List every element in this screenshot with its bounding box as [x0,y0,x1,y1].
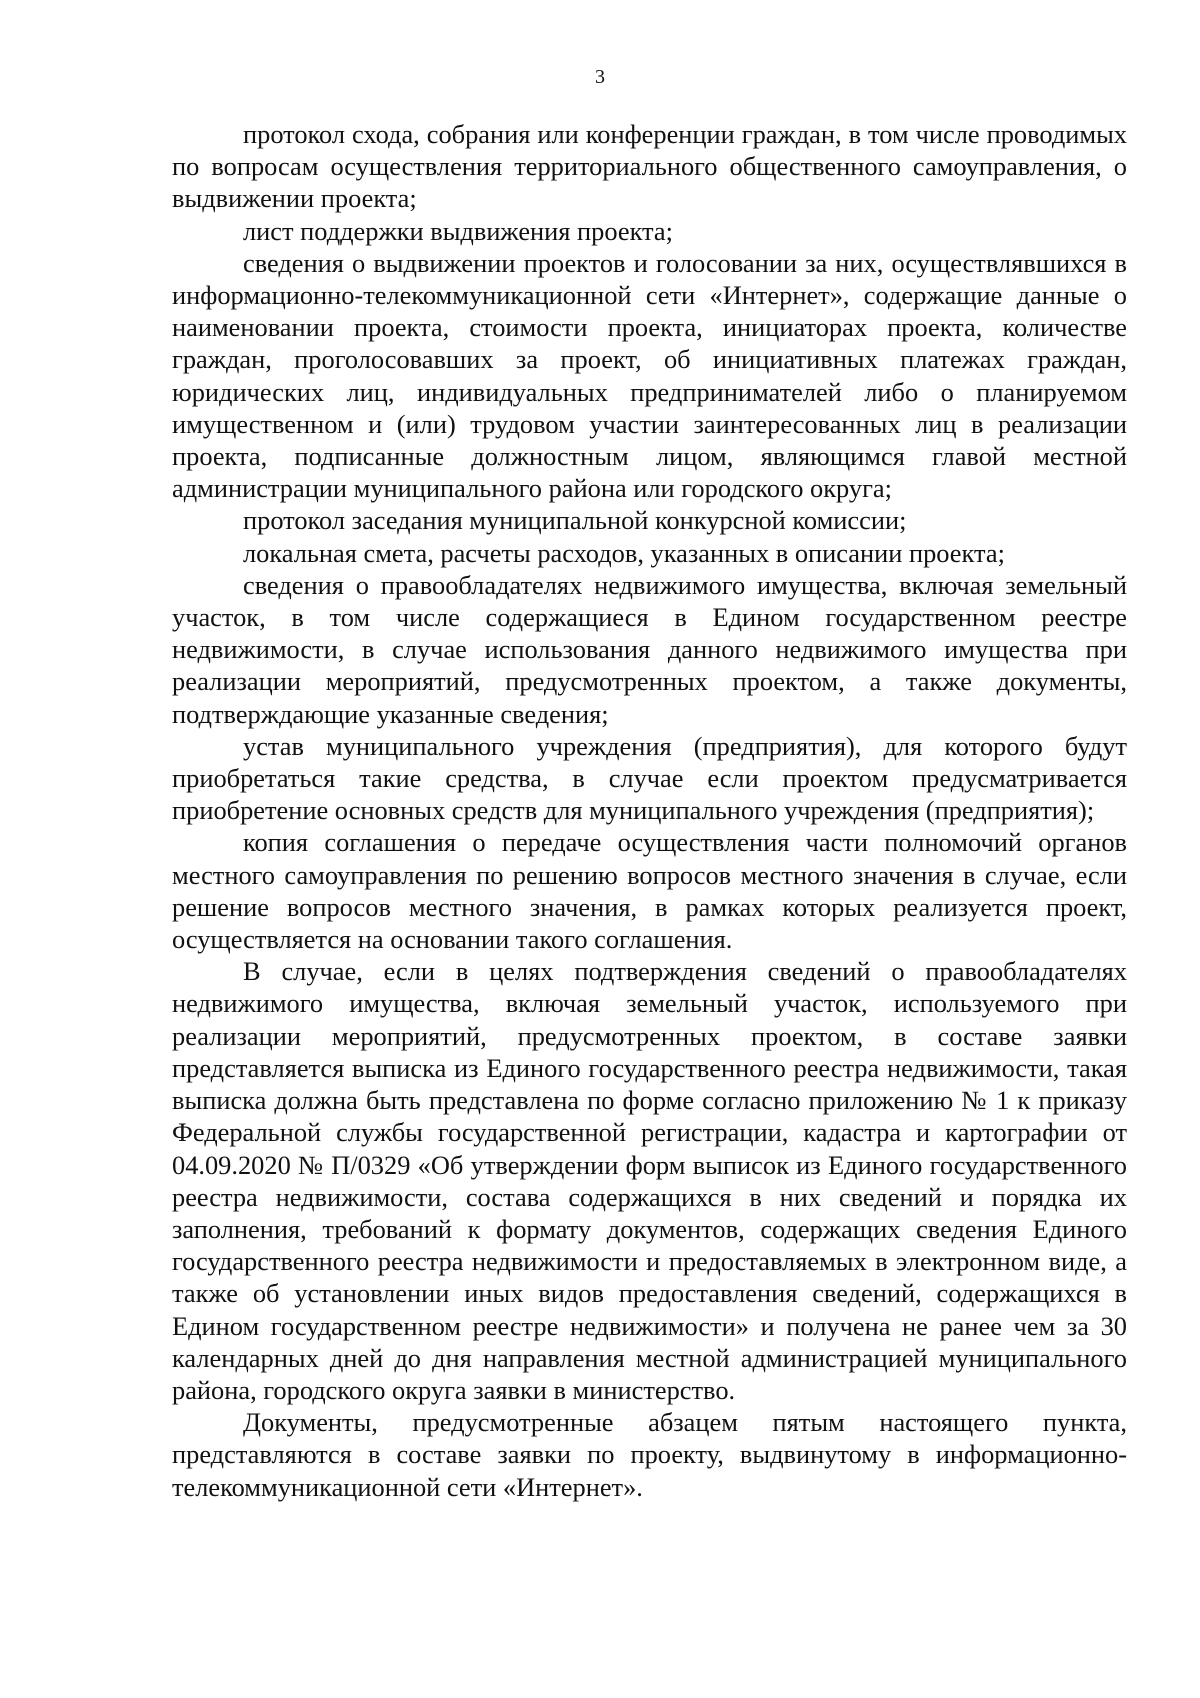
paragraph: сведения о правообладателях недвижимого имущества, включая земельный участок, в том числе содержащиеся в Едином государственном реестре недвижимости, в случае использования данного недвижимого имущества при реализации мероприятий, предусмотренных проектом, а также документы, подтверждающие указанные сведения; [172,569,1127,729]
paragraph: Документы, предусмотренные абзацем пятым настоящего пункта, представляются в составе заявки по проекту, выдвинутому в информационно-телекоммуникационной сети «Интернет». [172,1407,1127,1502]
paragraph: протокол схода, собрания или конференции граждан, в том числе проводимых по вопросам осуществления территориального общественного самоуправления, о выдвижении проекта; [172,119,1127,214]
paragraph: лист поддержки выдвижения проекта; [243,215,673,246]
paragraph: копия соглашения о передаче осуществления части полномочий органов местного самоуправления по решению вопросов местного значения в случае, если решение вопросов местного значения, в рамках которых реализуется проект, осуществляется на основании такого соглашения. [172,827,1127,955]
page-number: 3 [595,66,605,88]
document-body [172,118,1127,1503]
paragraph: локальная смета, расчеты расходов, указанных в описании проекта; [243,537,1005,568]
paragraph: протокол заседания муниципальной конкурсной комиссии; [243,505,907,536]
paragraph: В случае, если в целях подтверждения сведений о правообладателях недвижимого имущества, включая земельный участок, используемого при реализации мероприятий, предусмотренных проектом, в составе заявки представляется выписка из Единого государственного реестра недвижимости, такая выписка должна быть представлена по форме согласно приложению № 1 к приказу Федеральной службы государственной регистрации, кадастра и картографии от 04.09.2020 № П/0329 «Об утверждении форм выписок из Единого государственного реестра недвижимости, состава содержащихся в них сведений и порядка их заполнения, требований к формату документов, содержащих сведения Единого государственного реестра недвижимости и предоставляемых в электронном виде, а также об установлении иных видов предоставления сведений, содержащихся в Едином государственном реестре недвижимости» и получена не ранее чем за 30 календарных дней до дня направления местной администрацией муниципального района, городского округа заявки в министерство. [172,956,1127,1405]
paragraph: сведения о выдвижении проектов и голосовании за них, осуществлявшихся в информационно-телекоммуникационной сети «Интернет», содержащие данные о наименовании проекта, стоимости проекта, инициаторах проекта, количестве граждан, проголосовавших за проект, об инициативных платежах граждан, юридических лиц, индивидуальных предпринимателей либо о планируемом имущественном и (или) трудовом участии заинтересованных лиц в реализации проекта, подписанные должностным лицом, являющимся главой местной администрации муниципального района или городского округа; [172,247,1127,504]
paragraph: устав муниципального учреждения (предприятия), для которого будут приобретаться такие средства, в случае если проектом предусматривается приобретение основных средств для муниципального учреждения (предприятия); [172,730,1127,826]
